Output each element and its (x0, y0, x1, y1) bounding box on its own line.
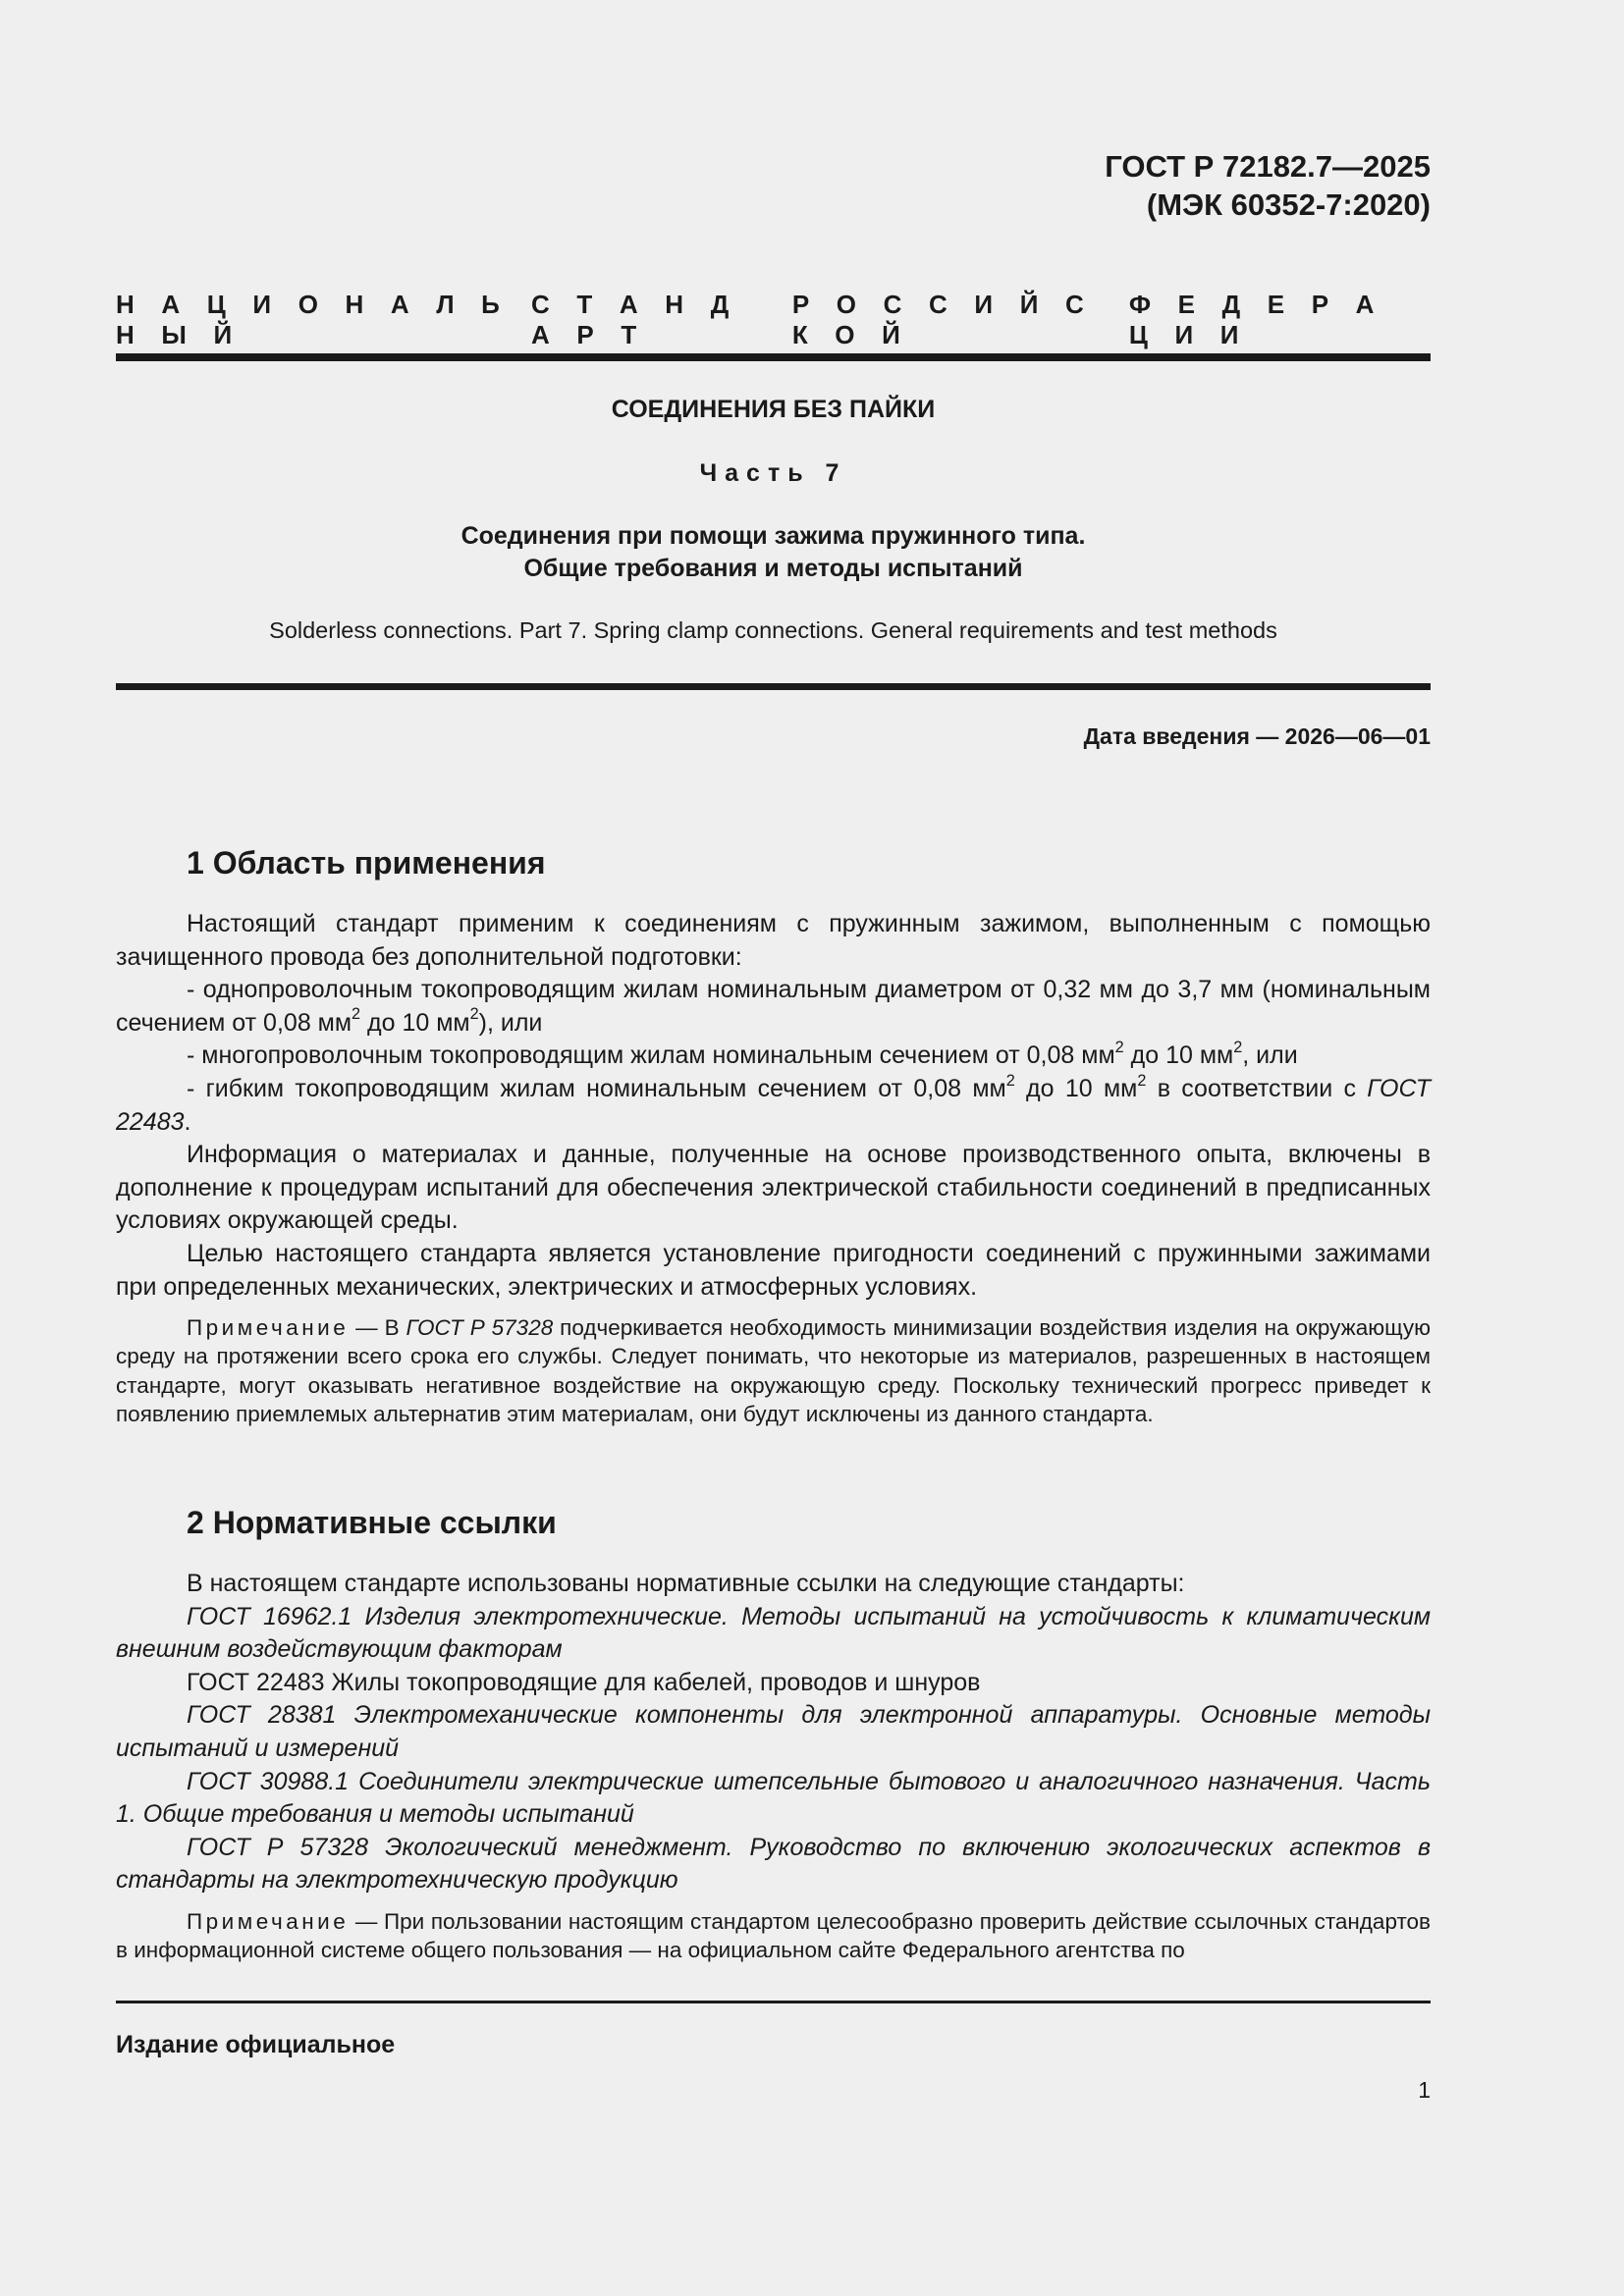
title-rule (116, 683, 1431, 690)
standard-code-gost: ГОСТ Р 72182.7—2025 (1105, 149, 1431, 184)
scope-bullet-solid: - однопроволочным токопроводящим жилам номинальным диаметром от 0,32 мм до 3,7 мм (номинальным сечением от 0,08 $мм^2$ до 10 $мм^2$), или (116, 976, 1431, 1037)
subtitle-line-1: Соединения при помощи зажима пружинного типа. (460, 522, 1086, 550)
scope-bullet-flexible: - гибким токопроводящим жилам номинальным сечением от 0,08 $мм^2$ до 10 $мм^2$ в соответствии с ГОСТ 22483. (116, 1071, 1431, 1136)
standard-code-iec: (МЭК 60352-7:2020) (1146, 187, 1431, 222)
section-1-heading: 1 Область применения (187, 845, 546, 881)
document-page (116, 0, 1431, 2296)
english-title: Solderless connections. Part 7. Spring clamp connections. General requirements and test methods (269, 617, 1277, 643)
reference-item: ГОСТ 16962.1 Изделия электротехнические. Методы испытаний на устойчивость к климатическим внешним воздействующим факторам (116, 1602, 1431, 1664)
footer-rule (116, 2001, 1431, 2003)
official-edition-label: Издание официальное (116, 2031, 396, 2058)
document-subtitle (116, 520, 1431, 585)
document-part: Часть 7 (699, 459, 847, 487)
top-rule (116, 353, 1431, 361)
references-intro: В настоящем стандарте использованы нормативные ссылки на следующие стандарты: (187, 1570, 1185, 1597)
banner-word-3: Р О С С И Й С К О Й (791, 290, 1111, 349)
section-2-body (116, 1568, 1431, 1897)
national-standard-banner (116, 290, 1431, 350)
section-1-body (116, 908, 1431, 1304)
banner-word-2: С Т А Н Д А Р Т (531, 290, 756, 349)
reference-item: ГОСТ 28381 Электромеханические компоненты для электронной аппаратуры. Основные методы испытаний и измерений (116, 1701, 1431, 1762)
note-label: Примечание (187, 1315, 350, 1340)
introduction-date: Дата введения — 2026—06—01 (1083, 723, 1431, 749)
reference-item: ГОСТ Р 57328 Экологический менеджмент. Руководство по включению экологических аспектов в стандарты на электротехническую продукцию (116, 1833, 1431, 1895)
standard-code (1105, 147, 1431, 224)
reference-item: ГОСТ 30988.1 Соединители электрические штепсельные бытового и аналогичного назначения. Часть 1. Общие требования и методы испытаний (116, 1767, 1431, 1829)
page-number: 1 (1418, 2077, 1431, 2103)
scope-bullet-stranded: - многопроволочным токопроводящим жилам номинальным сечением от 0,08 $мм^2$ до 10 $мм^2$, или (187, 1039, 1298, 1070)
subtitle-line-2: Общие требования и методы испытаний (523, 555, 1023, 582)
reference-item: ГОСТ 22483 Жилы токопроводящие для кабелей, проводов и шнуров (187, 1668, 981, 1696)
purpose-paragraph: Целью настоящего стандарта является установление пригодности соединений с пружинными зажимами при определенных механических, электрических и атмосферных условиях. (116, 1239, 1431, 1301)
banner-word-1: Н А Ц И О Н А Л Ь Н Ы Й (116, 290, 527, 349)
scope-paragraph: Настоящий стандарт применим к соединениям с пружинным зажимом, выполненным с помощью зачищенного провода без дополнительной подготовки: (116, 910, 1431, 971)
banner-word-4: Ф Е Д Е Р А Ц И И (1128, 290, 1402, 349)
section-2-note: Примечание — При пользовании настоящим стандартом целесообразно проверить действие ссылочных стандартов в информационной системе общего пользования — на официальном сайте Федерального агентства по (116, 1909, 1431, 1963)
document-title: СОЕДИНЕНИЯ БЕЗ ПАЙКИ (611, 396, 936, 423)
section-1-note: Примечание — В ГОСТ Р 57328 подчеркивается необходимость минимизации воздействия изделия на окружающую среду на протяжении всего срока его службы. Следует понимать, что некоторые из материалов, разрешенных в настоящем стандарте, могут оказывать негативное воздействие на окружающую среду. Поскольку технический прогресс приведет к появлению приемлемых альтернатив этим материалам, они будут исключены из данного стандарта. (116, 1315, 1432, 1427)
materials-paragraph: Информация о материалах и данные, полученные на основе производственного опыта, включены в дополнение к процедурам испытаний для обеспечения электрической стабильности соединений в предписанных условиях окружающей среды. (116, 1141, 1431, 1235)
section-2-heading: 2 Нормативные ссылки (187, 1505, 557, 1540)
note-label: Примечание (187, 1909, 350, 1934)
